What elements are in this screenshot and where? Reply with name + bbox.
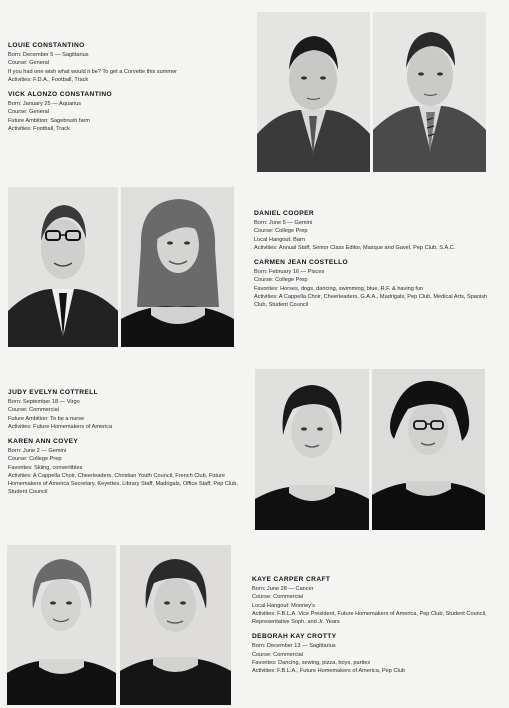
bio-line: Course: College Prep — [8, 456, 62, 463]
portrait-daniel-cooper — [8, 187, 118, 347]
portrait-louie-constantino — [257, 12, 370, 172]
portrait-vick-constantino — [373, 12, 486, 172]
bio-line: Born: January 25 — Aquarius — [8, 101, 82, 108]
bio-line: Local Hangout: Mooney's — [252, 602, 315, 609]
bio-vick-constantino — [8, 91, 248, 133]
bio-karen-covey — [8, 438, 246, 496]
student-name: CARMEN JEAN COSTELLO — [254, 259, 349, 267]
bio-line: Activities: Future Homemakers of America — [8, 423, 113, 430]
student-name: KAREN ANN COVEY — [8, 438, 79, 446]
bio-line: Born: June 2 — Gemini — [8, 448, 67, 455]
bio-group-row1 — [8, 42, 248, 140]
bio-daniel-cooper — [254, 210, 498, 252]
bio-line: Born: June 5 — Gemini — [254, 220, 313, 227]
bio-line: Future Ambition: Sagebrush farm — [8, 117, 91, 124]
bio-line: If you had one wish what would it be? To get a Corvette this summer — [8, 68, 178, 75]
bio-line: Course: General — [8, 109, 50, 116]
bio-line: Born: September 18 — Virgo — [8, 399, 80, 406]
bio-louie-constantino — [8, 42, 248, 84]
portrait-carmen-costello — [121, 187, 234, 347]
portrait-karen-covey — [372, 369, 485, 530]
bio-line: Born: December 5 — Sagittarius — [8, 52, 89, 59]
student-name: VICK ALONZO CONSTANTINO — [8, 91, 113, 99]
bio-line: Course: College Prep — [254, 277, 308, 284]
bio-line: Activities: Annual Staff, Senior Class Editor, Masque and Gavel, Pep Club, S.A.C. — [254, 244, 456, 251]
portrait-deborah-crotty — [120, 545, 231, 705]
bio-line: Course: Commercial — [252, 651, 303, 658]
portrait-kaye-craft — [7, 545, 116, 705]
bio-group-row4 — [252, 576, 500, 682]
bio-judy-cottrell — [8, 389, 246, 431]
bio-line: Course: Commercial — [252, 594, 303, 601]
bio-group-row3 — [8, 389, 246, 503]
bio-line: Born: February 16 — Pisces — [254, 269, 325, 276]
bio-line: Course: General — [8, 60, 50, 67]
bio-deborah-crotty — [252, 633, 500, 675]
bio-line: Activities: A Cappella Choir, Cheerleaders, Christian Youth Council, French Club, Future Homemakers of America Secretary, Keyettes, Library Staff, Madrigals, Office Staff, Pep Club, Student Council — [8, 472, 238, 496]
portrait-judy-cottrell — [255, 369, 369, 530]
student-name: JUDY EVELYN COTTRELL — [8, 389, 99, 396]
student-name: DANIEL COOPER — [254, 210, 315, 217]
bio-line: Favorites: Horses, dogs, dancing, swimming, blue, R.F. & having fun — [254, 285, 424, 292]
bio-line: Activities: F.B.L.A. Vice President, Future Homemakers of America, Pep Club, Student Council, Representative Soph. and Jr. Years — [252, 610, 487, 626]
bio-line: Course: Commercial — [8, 407, 59, 414]
bio-line: Born: December 13 — Sagittarius — [252, 643, 336, 650]
bio-line: Future Ambition: To be a nurse — [8, 415, 85, 422]
bio-line: Activities: Football, Track — [8, 125, 70, 132]
bio-line: Activities: F.D.A., Football, Track — [8, 76, 89, 83]
bio-line: Favorites: Dancing, sewing, pizza, boys, parties — [252, 659, 371, 666]
bio-line: Local Hangout: Barn — [254, 236, 305, 243]
bio-line: Favorites: Skiing, convertibles — [8, 464, 83, 471]
bio-line: Course: College Prep — [254, 228, 308, 235]
bio-group-row2 — [254, 210, 498, 316]
bio-carmen-costello — [254, 259, 498, 309]
student-name: DEBORAH KAY CROTTY — [252, 633, 337, 641]
bio-line: Born: June 28 — Cancer — [252, 586, 314, 593]
bio-line: Activities: F.B.L.A., Future Homemakers of America, Pep Club — [252, 668, 405, 675]
student-name: LOUIE CONSTANTINO — [8, 42, 85, 49]
bio-kaye-craft — [252, 576, 500, 626]
bio-line: Activities: A Cappella Choir, Cheerleaders, G.A.A., Madrigals, Pep Club, Medical Arts, Spanish Club, Student Council — [254, 293, 488, 309]
student-name: KAYE CARPER CRAFT — [252, 576, 331, 583]
